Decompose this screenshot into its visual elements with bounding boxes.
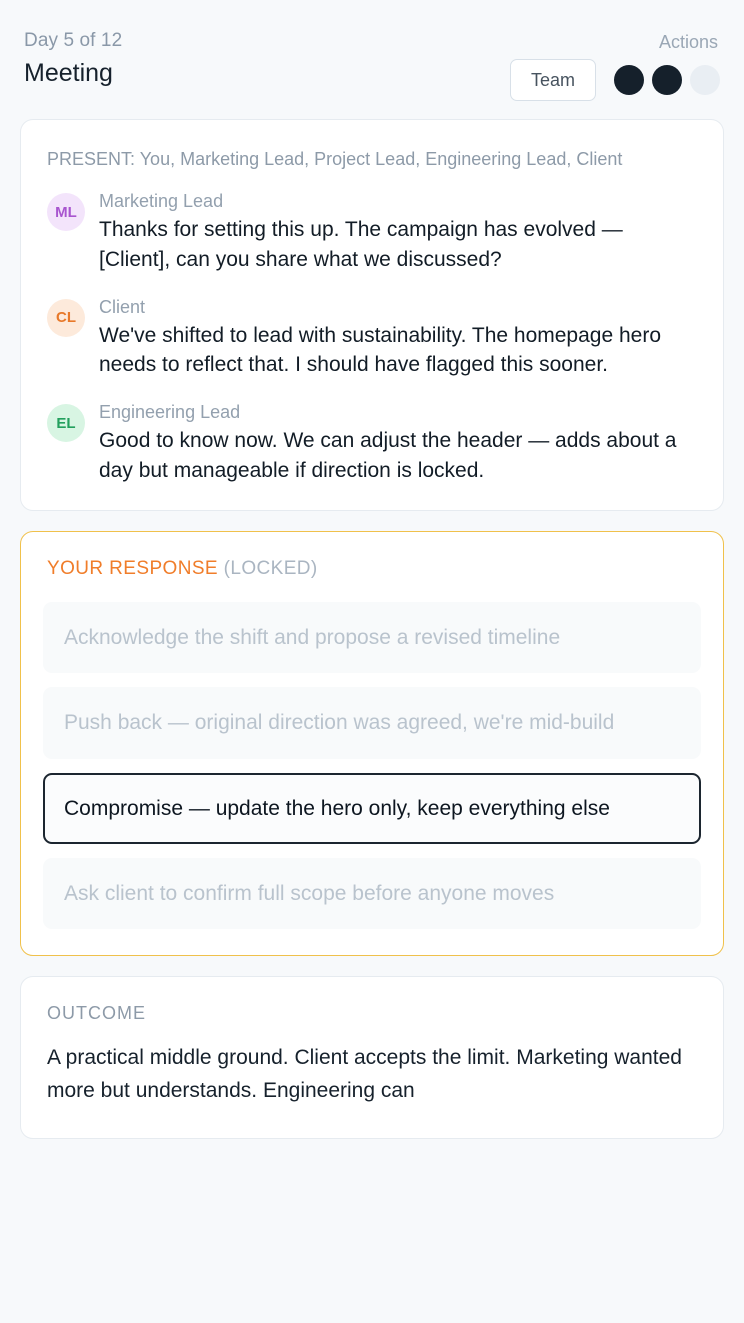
transcript-message: [47, 402, 697, 486]
speaker-name: Marketing Lead: [99, 191, 224, 211]
response-title: YOUR RESPONSE: [47, 557, 218, 579]
response-header: [47, 558, 697, 580]
header-left: [24, 30, 122, 88]
response-locked-label: (LOCKED): [223, 557, 318, 579]
transcript-card: [20, 119, 724, 511]
progress-dot-1: [614, 65, 644, 95]
avatar: EL: [47, 404, 85, 442]
header: [20, 0, 724, 119]
outcome-card: [20, 976, 724, 1138]
response-card: [20, 531, 724, 957]
header-controls: [510, 59, 720, 101]
response-option[interactable]: Acknowledge the shift and propose a revised timeline: [43, 602, 701, 673]
message-body: [99, 297, 697, 381]
outcome-label: OUTCOME: [47, 1003, 146, 1024]
actions-label: Actions: [658, 32, 718, 52]
message-text: We've shifted to lead with sustainability. The homepage hero needs to reflect that. I should have flagged this sooner.: [99, 323, 662, 377]
message-body: [99, 191, 697, 275]
present-line: PRESENT: You, Marketing Lead, Project Lead, Engineering Lead, Client: [47, 149, 623, 169]
transcript-message: [47, 297, 697, 381]
avatar: ML: [47, 193, 85, 231]
outcome-text: A practical middle ground. Client accepts the limit. Marketing wanted more but understands. Engineering can: [47, 1046, 682, 1102]
transcript-message: [47, 191, 697, 275]
progress-dot-2: [652, 65, 682, 95]
team-button[interactable]: Team: [510, 59, 596, 101]
response-option-selected[interactable]: Compromise — update the hero only, keep everything else: [43, 773, 701, 844]
page-title: Meeting: [24, 59, 113, 87]
speaker-name: Client: [99, 296, 146, 317]
message-text: Thanks for setting this up. The campaign has evolved — [Client], can you share what we discussed?: [99, 218, 623, 271]
speaker-name: Engineering Lead: [99, 402, 241, 423]
header-right: [510, 30, 720, 101]
response-option[interactable]: Push back — original direction was agreed, we're mid-build: [43, 687, 701, 758]
progress-dots: [614, 65, 720, 95]
avatar: CL: [47, 299, 85, 337]
progress-dot-3: [690, 65, 720, 95]
message-body: [99, 402, 697, 486]
day-counter: Day 5 of 12: [24, 30, 123, 51]
message-text: Good to know now. We can adjust the header — adds about a day but manageable if direction is locked.: [99, 429, 677, 483]
response-option[interactable]: Ask client to confirm full scope before anyone moves: [43, 858, 701, 929]
